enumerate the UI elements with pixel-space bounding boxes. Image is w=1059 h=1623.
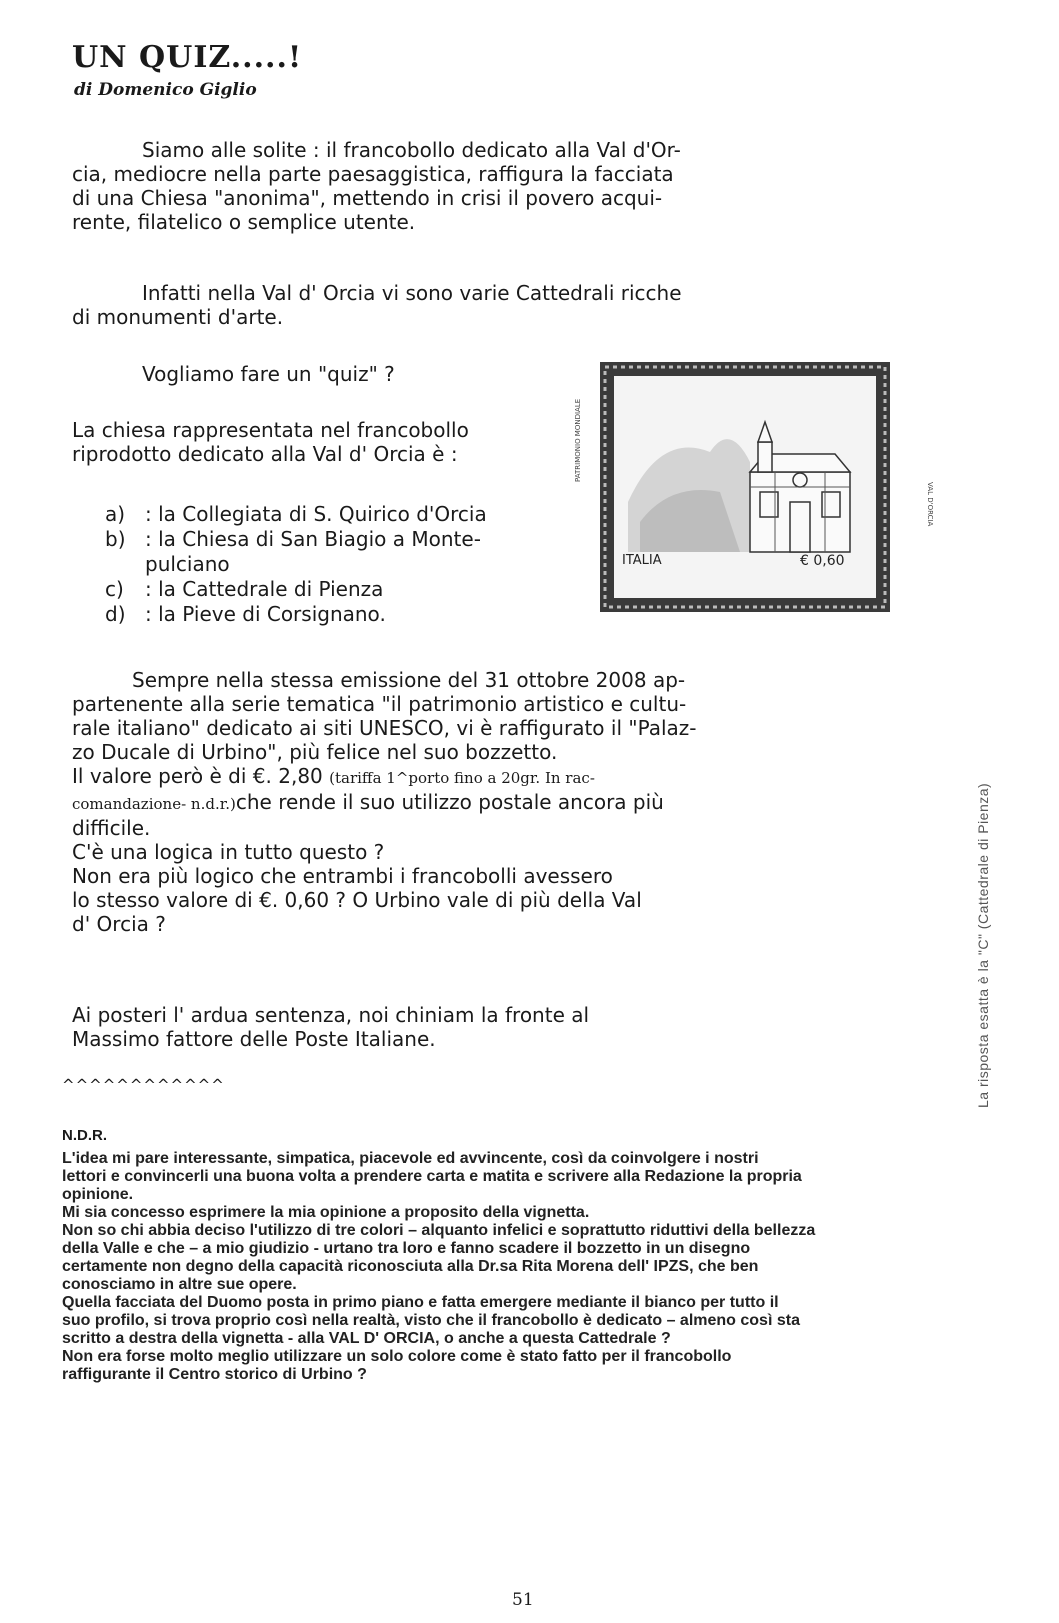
stamp-value: € 0,60 [800, 553, 845, 569]
option-letter: d) [105, 602, 126, 626]
quiz-option-d [105, 602, 545, 627]
quiz-answer-vertical: La risposta esatta è la "C" (Cattedrale di Pienza) [975, 782, 991, 1108]
emission-text-c: che rende il suo utilizzo postale ancora più difficile. C'è una logica in tutto questo ? Non era più logico che entrambi i francobolli avessero lo stesso valore di €. 0,60 ? O Urbino vale di più della Val d' Orcia ? [72, 790, 664, 936]
quiz-option-c [105, 577, 545, 602]
separator-carets: ^^^^^^^^^^^^ [62, 1076, 225, 1094]
page-number: 51 [512, 1590, 534, 1610]
option-letter: c) [105, 577, 124, 601]
paragraph-intro: Siamo alle solite : il francobollo dedicato alla Val d'Or- cia, mediocre nella parte paesaggistica, raffigura la facciata di una Chiesa "anonima", mettendo in crisi il povero acqui- rente, filatelico o semplice utente. [72, 138, 681, 234]
option-letter: a) [105, 502, 126, 526]
paragraph-quiz-prompt: La chiesa rappresentata nel francobollo riprodotto dedicato alla Val d' Orcia è : [72, 418, 469, 466]
paragraph-closing: Ai posteri l' ardua sentenza, noi chiniam la fronte al Massimo fattore delle Poste Italiane. [72, 1003, 590, 1051]
stamp-right-text: VAL D'ORCIA [926, 482, 934, 527]
paragraph-cathedrals: Infatti nella Val d' Orcia vi sono varie Cattedrali ricche di monumenti d'arte. [72, 281, 682, 329]
editor-note-body: L'idea mi pare interessante, simpatica, piacevole ed avvincente, così da coinvolgere i nostri lettori e convincerli una buona volta a prendere carta e matita e scrivere alla Redazione la propria opinione. Mi sia concesso esprimere la mia opinione a proposito della vignetta. Non so chi abbia deciso l'utilizzo di tre colori – alquanto infelici e soprattutto riduttivi della bellezza della Valle e che – a mio giudizio - urtano tra loro e fanno scadere il bozzetto in un disegno certamente non degno della capacità riconosciuta alla Dr.sa Rita Morena dell' IPZS, che ben conosciamo in altre sue opere. Quella facciata del Duomo posta in primo piano e fatta emergere mediante il bianco per tutto il suo profilo, si trova proprio così nella realtà, visto che il francobollo è dedicato – almeno così sta scritto a destra della vignetta - alla VAL D' ORCIA, o anche a questa Cattedrale ? Non era forse molto meglio utilizzare un solo colore come è stato fatto per il francobollo raffigurante il Centro storico di Urbino ? [62, 1150, 816, 1383]
quiz-options [105, 502, 545, 627]
paragraph-emission [72, 668, 772, 936]
stamp-image [574, 362, 934, 612]
option-letter: b) [105, 527, 126, 551]
emission-tariff-note: (tariffa 1^porto fino a 20gr. In rac- comandazione- n.d.r.) [72, 769, 595, 813]
article-title: UN QUIZ.....! [72, 40, 303, 75]
quiz-option-b [105, 527, 545, 577]
stamp-left-text: PATRIMONIO MONDIALE [574, 398, 582, 482]
option-text: : la Pieve di Corsignano. [145, 602, 386, 626]
stamp-country: ITALIA [622, 553, 662, 568]
option-text: : la Chiesa di San Biagio a Monte- pulciano [145, 527, 481, 576]
paragraph-quiz-question: Vogliamo fare un "quiz" ? [142, 362, 395, 386]
quiz-option-a [105, 502, 545, 527]
author-byline: di Domenico Giglio [74, 80, 257, 100]
editor-note-heading: N.D.R. [62, 1127, 107, 1144]
option-text: : la Collegiata di S. Quirico d'Orcia [145, 502, 487, 526]
option-text: : la Cattedrale di Pienza [145, 577, 384, 601]
emission-text-a: Sempre nella stessa emissione del 31 ottobre 2008 ap- partenente alla serie tematica "il patrimonio artistico e cultu- rale italiano" dedicato ai siti UNESCO, vi è raffigurato il "Palaz- zo Ducale di Urbino", più felice nel suo bozzetto. Il valore però è di €. 2,80 [72, 668, 697, 788]
